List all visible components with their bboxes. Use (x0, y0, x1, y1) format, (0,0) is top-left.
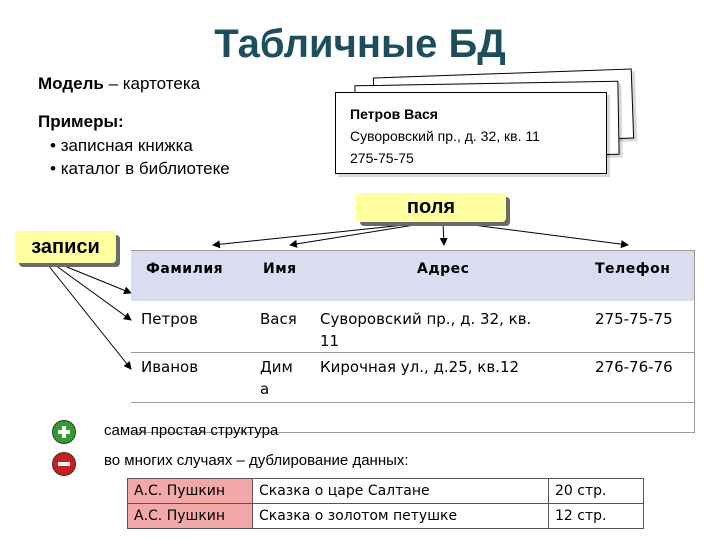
minus-icon (52, 452, 76, 476)
card-address: Суворовский пр., д. 32, кв. 11 (350, 128, 540, 144)
duplication-table (127, 478, 644, 529)
table-row (128, 479, 644, 504)
cell-address: Суворовский пр., д. 32, кв. (320, 310, 532, 328)
row-divider (131, 402, 694, 403)
cell-pages: 20 стр. (549, 479, 644, 504)
page-title: Табличные БД (214, 22, 506, 66)
examples-label: Примеры: (38, 112, 124, 131)
cell-address: Кирочная ул., д.25, кв.12 (320, 358, 520, 376)
arrow-to-address (443, 222, 444, 245)
model-label: Модель (38, 74, 104, 93)
fields-tag: поля (356, 193, 506, 222)
cell-phone: 275-75-75 (595, 310, 673, 328)
plus-icon (52, 420, 76, 444)
header-address: Адрес (417, 261, 470, 277)
arrow-to-header-row (62, 265, 131, 293)
arrow-to-name (290, 222, 433, 245)
table-row (128, 504, 644, 529)
plus-note: самая простая структура (104, 422, 279, 439)
arrow-to-surname (213, 222, 433, 245)
cell-name: Вася (260, 310, 297, 328)
model-text: – картотека (108, 74, 201, 93)
cell-name: Дим (260, 358, 293, 376)
cell-pages: 12 стр. (549, 504, 644, 529)
minus-note: во многих случаях – дублирование данных: (104, 452, 409, 469)
row-divider (131, 352, 694, 353)
example-item-text: каталог в библиотеке (60, 159, 230, 178)
cell-name-cont: а (260, 380, 270, 398)
cell-phone: 276-76-76 (595, 358, 673, 376)
header-surname: Фамилия (146, 261, 224, 277)
example-item: • каталог в библиотеке (50, 159, 230, 178)
example-item: • записная книжка (50, 136, 193, 155)
arrow-to-row-2 (48, 265, 131, 369)
cell-surname: Петров (141, 310, 198, 328)
header-name: Имя (263, 261, 297, 277)
cell-author: А.С. Пушкин (128, 479, 253, 504)
records-tag: записи (15, 231, 116, 263)
cell-title: Сказка о царе Салтане (253, 479, 549, 504)
cell-author: А.С. Пушкин (128, 504, 253, 529)
arrow-to-row-1 (55, 265, 131, 320)
example-item-text: записная книжка (60, 136, 193, 155)
cell-surname: Иванов (141, 358, 199, 376)
cell-address-cont: 11 (320, 332, 340, 350)
cell-title: Сказка о золотом петушке (253, 504, 549, 529)
table-header (131, 250, 694, 301)
arrow-to-phone (450, 222, 628, 245)
database-table (131, 250, 695, 433)
header-phone: Телефон (595, 261, 671, 277)
card-phone: 275-75-75 (350, 150, 414, 166)
card-name: Петров Вася (350, 106, 438, 122)
